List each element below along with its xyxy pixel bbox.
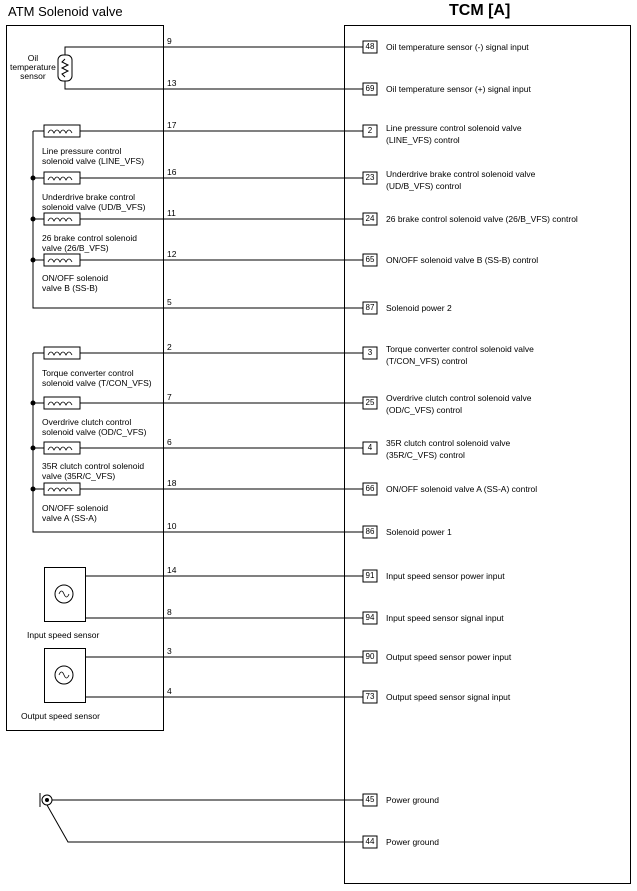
tcm-pin: 25 (365, 398, 375, 407)
wire-number: 17 (167, 120, 177, 130)
oil-temperature-sensor-label: Oil temperature sensor (10, 53, 56, 81)
tcm-function-label: ON/OFF solenoid valve A (SS-A) control (386, 484, 538, 494)
odc-vfs-label: Overdrive clutch control solenoid valve (OD/C_VFS) (42, 417, 147, 437)
tcm-pin: 48 (365, 42, 375, 51)
26b-vfs-label: 26 brake control solenoid valve (26/B_VFS) (42, 233, 137, 253)
tcm-title: TCM [A] (449, 2, 511, 19)
wire-number: 7 (167, 392, 172, 402)
tcm-pin: 45 (365, 795, 375, 804)
output-speed-sensor-box (45, 649, 86, 703)
tcm-function-label: Solenoid power 2 (386, 303, 452, 313)
wire-number: 8 (167, 607, 172, 617)
tcm-function-label: Solenoid power 1 (386, 527, 452, 537)
tcm-function-label: Oil temperature sensor (+) signal input (386, 84, 531, 94)
ssb-label: ON/OFF solenoid valve B (SS-B) (42, 273, 109, 293)
wire-number: 6 (167, 437, 172, 447)
tcm-pin: 23 (365, 173, 375, 182)
ssa-label: ON/OFF solenoid valve A (SS-A) (42, 503, 109, 523)
tcm-function-label: 35R clutch control solenoid valve (35R/C_VFS) control (386, 438, 511, 460)
tcm-pin: 73 (365, 692, 375, 701)
wire-number: 18 (167, 478, 177, 488)
line-vfs-label: Line pressure control solenoid valve (LINE_VFS) (42, 146, 145, 166)
tcm-function-label: Input speed sensor power input (386, 571, 505, 581)
tcm-pin: 2 (367, 126, 373, 135)
tcm-pin: 90 (365, 652, 375, 661)
wire-number: 3 (167, 646, 172, 656)
tcm-function-label: 26 brake control solenoid valve (26/B_VFS) control (386, 214, 578, 224)
tcm-pin: 86 (365, 527, 375, 536)
tcm-function-label: Output speed sensor power input (386, 652, 512, 662)
tcm-function-label: Output speed sensor signal input (386, 692, 511, 702)
tcm-function-label: Line pressure control solenoid valve (LINE_VFS) control (386, 123, 522, 145)
wire-number: 10 (167, 521, 177, 531)
wire-number: 9 (167, 36, 172, 46)
wire-number: 5 (167, 297, 172, 307)
tcon-vfs-label: Torque converter control solenoid valve (T/CON_VFS) (42, 368, 152, 388)
input-speed-sensor-box (45, 568, 86, 622)
tcm-pin: 87 (365, 303, 375, 312)
tcm-pin: 44 (365, 837, 375, 846)
tcm-function-label: Oil temperature sensor (-) signal input (386, 42, 529, 52)
tcm-pin: 3 (367, 348, 373, 357)
tcm-pin: 24 (365, 214, 375, 223)
output-speed-sensor-label: Output speed sensor (21, 711, 100, 721)
tcm-function-label: Overdrive clutch control solenoid valve (OD/C_VFS) control (386, 393, 532, 415)
tcm-pin: 69 (365, 84, 375, 93)
atm-solenoid-valve-title: ATM Solenoid valve (8, 4, 123, 19)
wire-number: 14 (167, 565, 177, 575)
wire-number: 2 (167, 342, 172, 352)
tcm-function-label: Power ground (386, 837, 439, 847)
wire-number: 13 (167, 78, 177, 88)
tcm-pin: 4 (367, 443, 373, 452)
wire-number: 16 (167, 167, 177, 177)
tcm-function-label: Power ground (386, 795, 439, 805)
tcm-pin: 66 (365, 484, 375, 493)
tcm-function-label: ON/OFF solenoid valve B (SS-B) control (386, 255, 539, 265)
udb-vfs-label: Underdrive brake control solenoid valve (UD/B_VFS) (42, 192, 146, 212)
wire-number: 11 (167, 208, 176, 218)
tcm-function-label: Input speed sensor signal input (386, 613, 504, 623)
35r-vfs-label: 35R clutch control solenoid valve (35R/C_VFS) (42, 461, 145, 481)
tcm-pin: 65 (365, 255, 375, 264)
tcm-pin: 91 (365, 571, 375, 580)
tcm-pin: 94 (365, 613, 375, 622)
tcm-function-label: Torque converter control solenoid valve (T/CON_VFS) control (386, 344, 534, 366)
wire-number: 12 (167, 249, 177, 259)
oil-temperature-sensor-icon (58, 55, 72, 81)
input-speed-sensor-label: Input speed sensor (27, 630, 100, 640)
wire-number: 4 (167, 686, 172, 696)
tcm-function-label: Underdrive brake control solenoid valve (UD/B_VFS) control (386, 169, 536, 191)
